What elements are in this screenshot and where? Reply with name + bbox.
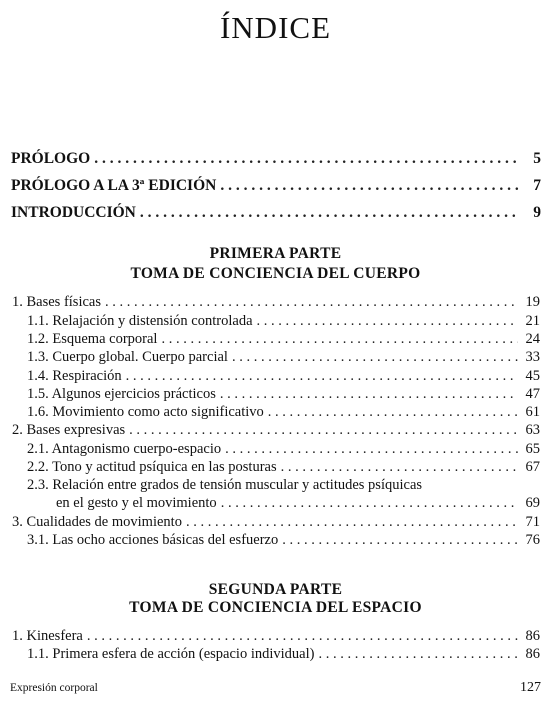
toc-page-number: 61 bbox=[525, 404, 540, 420]
toc-entry-label: 2.2. Tono y actitud psíquica en las posturas bbox=[27, 459, 277, 475]
toc-page-number: 67 bbox=[525, 459, 540, 475]
toc-entry[interactable] bbox=[27, 441, 540, 458]
dot-leader bbox=[221, 495, 518, 512]
toc-page-number: 19 bbox=[525, 294, 540, 310]
toc-page-number: 24 bbox=[525, 331, 540, 347]
dot-leader bbox=[220, 386, 518, 403]
toc-page-number: 45 bbox=[525, 368, 540, 384]
toc-entry[interactable] bbox=[12, 422, 540, 439]
part1-heading-line2: TOMA DE CONCIENCIA DEL CUERPO bbox=[130, 265, 421, 282]
toc-entry[interactable] bbox=[27, 532, 540, 549]
toc-entry-label: 1.5. Algunos ejercicios prácticos bbox=[27, 386, 216, 402]
dot-leader bbox=[161, 331, 518, 348]
toc-page-number: 7 bbox=[533, 177, 541, 194]
toc-entry-introduccion[interactable] bbox=[11, 204, 541, 222]
toc-page-number: 65 bbox=[525, 441, 540, 457]
toc-entry-prologo-3-edicion[interactable] bbox=[11, 177, 541, 195]
dot-leader bbox=[105, 294, 518, 311]
toc-entry[interactable] bbox=[27, 404, 540, 421]
dot-leader bbox=[126, 368, 518, 385]
toc-entry-label: 1.3. Cuerpo global. Cuerpo parcial bbox=[27, 349, 228, 365]
toc-entry[interactable] bbox=[27, 646, 540, 663]
toc-entry[interactable] bbox=[27, 386, 540, 403]
dot-leader bbox=[257, 313, 518, 330]
dot-leader bbox=[129, 422, 518, 439]
toc-entry[interactable] bbox=[12, 628, 540, 645]
toc-entry-label: 3. Cualidades de movimiento bbox=[12, 514, 182, 530]
toc-entry-label: 1.6. Movimiento como acto significativo bbox=[27, 404, 264, 420]
page-title: ÍNDICE bbox=[219, 10, 332, 45]
dot-leader bbox=[220, 177, 519, 195]
toc-page-number: 71 bbox=[525, 514, 540, 530]
toc-page-number: 9 bbox=[533, 204, 541, 221]
toc-entry[interactable] bbox=[12, 294, 540, 311]
toc-entry[interactable] bbox=[27, 459, 540, 476]
toc-page-number: 86 bbox=[525, 646, 540, 662]
part2-heading-line1: SEGUNDA PARTE bbox=[208, 581, 343, 598]
dot-leader bbox=[318, 646, 518, 663]
toc-page-number: 63 bbox=[525, 422, 540, 438]
toc-entry-label: 2.1. Antagonismo cuerpo-espacio bbox=[27, 441, 222, 457]
toc-entry-label: 3.1. Las ocho acciones básicas del esfuerzo bbox=[27, 532, 279, 548]
dot-leader bbox=[268, 404, 518, 421]
toc-entry-label: PRÓLOGO bbox=[11, 150, 91, 167]
toc-entry[interactable] bbox=[27, 313, 540, 330]
dot-leader bbox=[186, 514, 518, 531]
dot-leader bbox=[87, 628, 518, 645]
toc-page-number: 69 bbox=[525, 495, 540, 511]
toc-entry[interactable] bbox=[56, 495, 540, 512]
toc-entry-label: INTRODUCCIÓN bbox=[11, 204, 136, 221]
toc-entry-label: 1.2. Esquema corporal bbox=[27, 331, 158, 347]
toc-entry-label: 2. Bases expresivas bbox=[12, 422, 126, 438]
toc-page-number: 86 bbox=[525, 628, 540, 644]
toc-entry-label: 1.1. Relajación y distensión controlada bbox=[27, 313, 253, 329]
dot-leader bbox=[140, 204, 519, 222]
toc-entry-label-continuation: en el gesto y el movimiento bbox=[56, 495, 217, 511]
dot-leader bbox=[281, 459, 518, 476]
toc-entry[interactable] bbox=[27, 331, 540, 348]
toc-entry[interactable] bbox=[27, 349, 540, 366]
toc-entry-label: PRÓLOGO A LA 3ª EDICIÓN bbox=[11, 177, 217, 194]
footer-book-title: Expresión corporal bbox=[10, 682, 98, 694]
toc-entry-label: 1. Bases físicas bbox=[12, 294, 101, 310]
toc-entry-label: 1. Kinesfera bbox=[12, 628, 83, 644]
toc-page-number: 47 bbox=[525, 386, 540, 402]
toc-page-number: 33 bbox=[525, 349, 540, 365]
toc-entry-label: 1.1. Primera esfera de acción (espacio individual) bbox=[27, 646, 315, 662]
toc-entry-prologo[interactable] bbox=[11, 150, 541, 168]
dot-leader bbox=[94, 150, 519, 168]
footer-page-number: 127 bbox=[520, 680, 541, 695]
dot-leader bbox=[282, 532, 518, 549]
dot-leader bbox=[225, 441, 518, 458]
toc-page-number: 76 bbox=[525, 532, 540, 548]
toc-entry[interactable] bbox=[12, 514, 540, 531]
part2-heading-line2: TOMA DE CONCIENCIA DEL ESPACIO bbox=[129, 599, 422, 616]
dot-leader bbox=[232, 349, 518, 366]
toc-entry[interactable] bbox=[27, 368, 540, 385]
part1-heading-line1: PRIMERA PARTE bbox=[209, 245, 342, 262]
toc-page-number: 5 bbox=[533, 150, 541, 167]
toc-page-number: 21 bbox=[525, 313, 540, 329]
toc-entry-label[interactable]: 2.3. Relación entre grados de tensión muscular y actitudes psíquicas bbox=[27, 477, 423, 493]
toc-entry-label: 1.4. Respiración bbox=[27, 368, 122, 384]
